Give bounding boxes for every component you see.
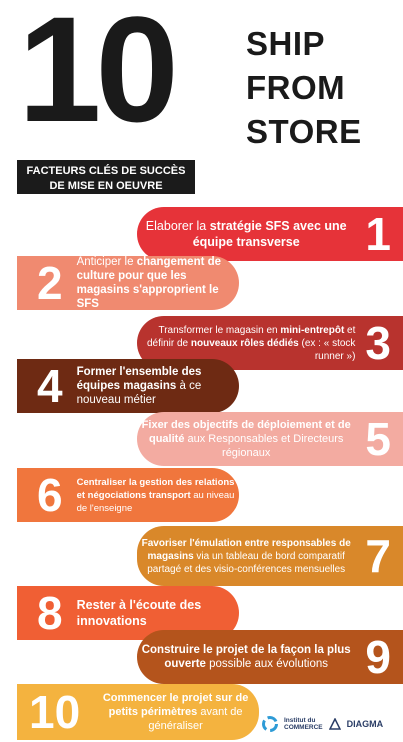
title-line: STORE xyxy=(246,113,362,150)
factor-5 xyxy=(137,412,403,466)
factor-number: 10 xyxy=(29,686,81,738)
factor-text-part: (ex : « stock runner ») xyxy=(298,337,356,362)
title-line: SHIP xyxy=(246,25,326,62)
factor-text-part: au niveau de l'enseigne xyxy=(76,489,235,514)
factor-text-part: aux Responsables et Directeurs régionaux xyxy=(184,433,344,459)
factor-text xyxy=(77,255,239,311)
factor-text-part: Construire le projet de la façon la plus ouverte xyxy=(141,644,351,670)
factor-text-part: avec une équipe transverse xyxy=(192,219,347,249)
big-number: 10 xyxy=(18,0,173,153)
factor-text xyxy=(92,691,259,733)
subtitle-line: DE MISE EN OEUVRE xyxy=(49,180,163,192)
factor-text-part: changement de culture pour que les magasins s'approprient le SFS xyxy=(76,256,222,310)
diagma-logo-icon xyxy=(329,718,341,730)
factor-text-part: nouveaux rôles dédiés xyxy=(190,337,299,349)
factor-text-part: Elaborer la xyxy=(145,219,210,233)
factor-text xyxy=(137,324,355,363)
title-line: FROM xyxy=(246,69,346,106)
factor-text-part: via un tableau de bord comparatif partagé et des visio-conférences mensuelles xyxy=(147,550,346,575)
factor-text xyxy=(137,218,355,250)
factor-text-part: Commencer le projet sur de petits périmètres xyxy=(102,692,249,718)
factor-number: 7 xyxy=(365,530,391,582)
factor-10 xyxy=(17,684,259,740)
factor-number: 3 xyxy=(365,317,391,369)
factor-number: 9 xyxy=(365,631,391,683)
factor-number: 5 xyxy=(365,413,391,465)
factor-text xyxy=(77,476,239,515)
page-title xyxy=(246,22,396,154)
factor-text-part: avant de généraliser xyxy=(148,706,243,732)
factor-text-part: Transformer le magasin en xyxy=(158,324,281,336)
subtitle-line: FACTEURS CLÉS DE SUCCÈS xyxy=(26,165,186,177)
factor-text-part: possible aux évolutions xyxy=(205,658,329,670)
factor-number: 6 xyxy=(37,469,63,521)
factor-text-part: Centraliser la gestion des relations et négociations transport xyxy=(76,476,235,501)
institut-line2: COMMERCE xyxy=(284,724,323,731)
factor-2 xyxy=(17,256,239,310)
factor-9 xyxy=(137,630,403,684)
institut-line1: Institut du xyxy=(284,717,316,724)
subtitle-box xyxy=(17,160,195,194)
factor-text-part: mini-entrepôt xyxy=(280,324,345,336)
factor-text-part: et définir de xyxy=(146,324,356,349)
factor-text xyxy=(137,643,355,671)
factor-number: 8 xyxy=(37,587,63,639)
factor-1 xyxy=(137,207,403,261)
factor-text-part: Anticiper le xyxy=(76,256,137,268)
logos xyxy=(262,712,402,736)
diagma-logo-text: DIAGMA xyxy=(346,718,384,729)
factor-7 xyxy=(137,526,403,586)
factor-text-part: à ce nouveau métier xyxy=(76,380,202,406)
factor-text-part: Rester à l'écoute des innovations xyxy=(76,598,202,628)
factor-text-part: stratégie SFS xyxy=(209,219,290,233)
institut-logo-icon xyxy=(262,716,278,732)
factor-number: 2 xyxy=(37,257,63,309)
factor-number: 1 xyxy=(365,208,391,260)
factor-number: 4 xyxy=(37,360,63,412)
factor-text xyxy=(137,537,355,576)
factor-6 xyxy=(17,468,239,522)
factor-4 xyxy=(17,359,239,413)
factor-text xyxy=(137,418,355,460)
factor-text-part: Former l'ensemble des équipes magasins xyxy=(76,366,202,392)
institut-logo-text xyxy=(284,717,323,731)
factor-text xyxy=(77,597,239,629)
factor-text xyxy=(77,365,239,407)
factor-text-part: Fixer des objectifs de déploiement et de qualité xyxy=(141,419,351,445)
factor-text-part: Favoriser l'émulation entre responsables de magasins xyxy=(141,537,351,562)
